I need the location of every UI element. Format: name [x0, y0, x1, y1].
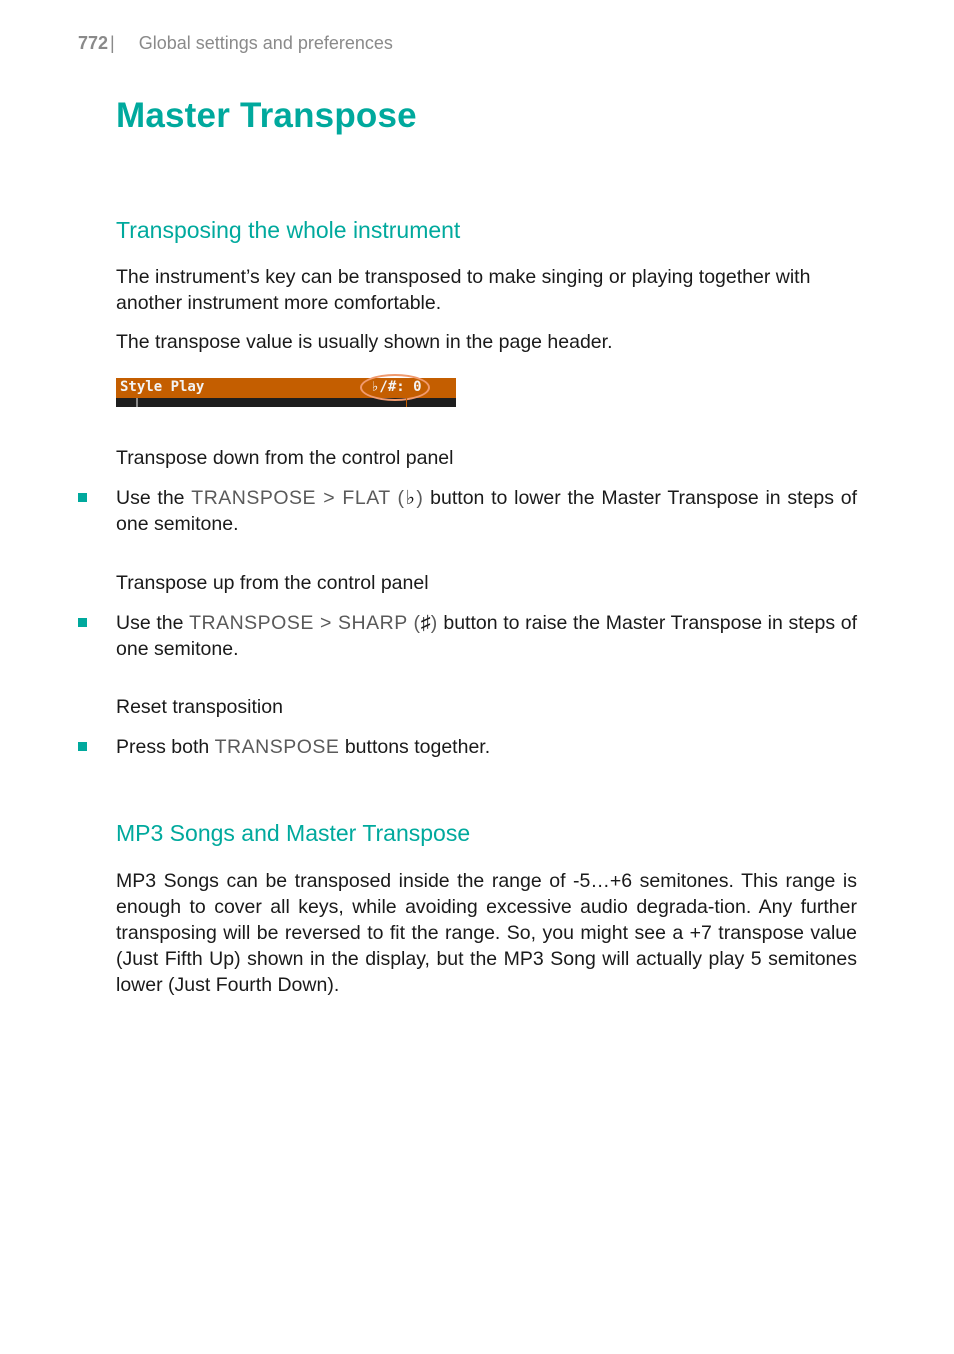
- flat-icon: ♭: [404, 487, 417, 509]
- list-item-transpose-up: [78, 610, 857, 662]
- bullet-square-icon: [78, 493, 87, 502]
- display-tick-mark-right: [406, 398, 407, 407]
- subheading-reset: Reset transposition: [116, 696, 283, 718]
- ui-label-transpose-flat: TRANSPOSE > FLAT (: [191, 487, 405, 509]
- bullet-square-icon: [78, 618, 87, 627]
- section-heading-transposing: Transposing the whole instrument: [116, 217, 461, 243]
- display-transpose-value: ♭/#: 0: [371, 379, 422, 395]
- mp3-paragraph: MP3 Songs can be transposed inside the range of -5…+6 semitones. This range is enough to cover all keys, while avoiding excessive audio degrada-tion. Any further transposing will be reversed to fit the range. So, you might see a +7 transpose value (Just Fifth Up) shown in the display, but the MP3 Song will actually play 5 semitones lower (Just Fourth Down).: [116, 870, 857, 996]
- ui-label-transpose-sharp: TRANSPOSE > SHARP (: [189, 612, 421, 634]
- list-item-reset: [78, 734, 857, 760]
- list-item-text: Use the TRANSPOSE > FLAT (♭) button to lower the Master Transpose in steps of one semitone.: [116, 487, 858, 535]
- ui-label-transpose: TRANSPOSE: [214, 736, 340, 758]
- header-separator: |: [110, 33, 115, 53]
- subheading-transpose-up: Transpose up from the control panel: [116, 572, 429, 594]
- sharp-icon: ♯: [420, 612, 431, 634]
- intro-paragraph: The instrument’s key can be transposed to make singing or playing together with another instrument more comfortable.: [116, 266, 811, 314]
- running-header: [78, 33, 393, 54]
- bullet-square-icon: [78, 742, 87, 751]
- list-item-transpose-down: [78, 485, 857, 537]
- section-heading-mp3: MP3 Songs and Master Transpose: [116, 820, 471, 846]
- header-note-paragraph: The transpose value is usually shown in the page header.: [116, 331, 613, 353]
- page-title: Master Transpose: [116, 96, 417, 135]
- header-section-title: Global settings and preferences: [138, 33, 393, 53]
- page-number: 772: [78, 33, 109, 53]
- highlight-circle: [360, 374, 430, 401]
- display-mode-title: Style Play: [120, 379, 205, 395]
- subheading-transpose-down: Transpose down from the control panel: [116, 447, 454, 469]
- display-header-screenshot: [116, 378, 456, 407]
- display-tick-mark: [136, 398, 138, 407]
- list-item-text: Press both TRANSPOSE buttons together.: [116, 736, 491, 758]
- list-item-text: Use the TRANSPOSE > SHARP (♯) button to raise the Master Transpose in steps of one semitone.: [116, 612, 858, 660]
